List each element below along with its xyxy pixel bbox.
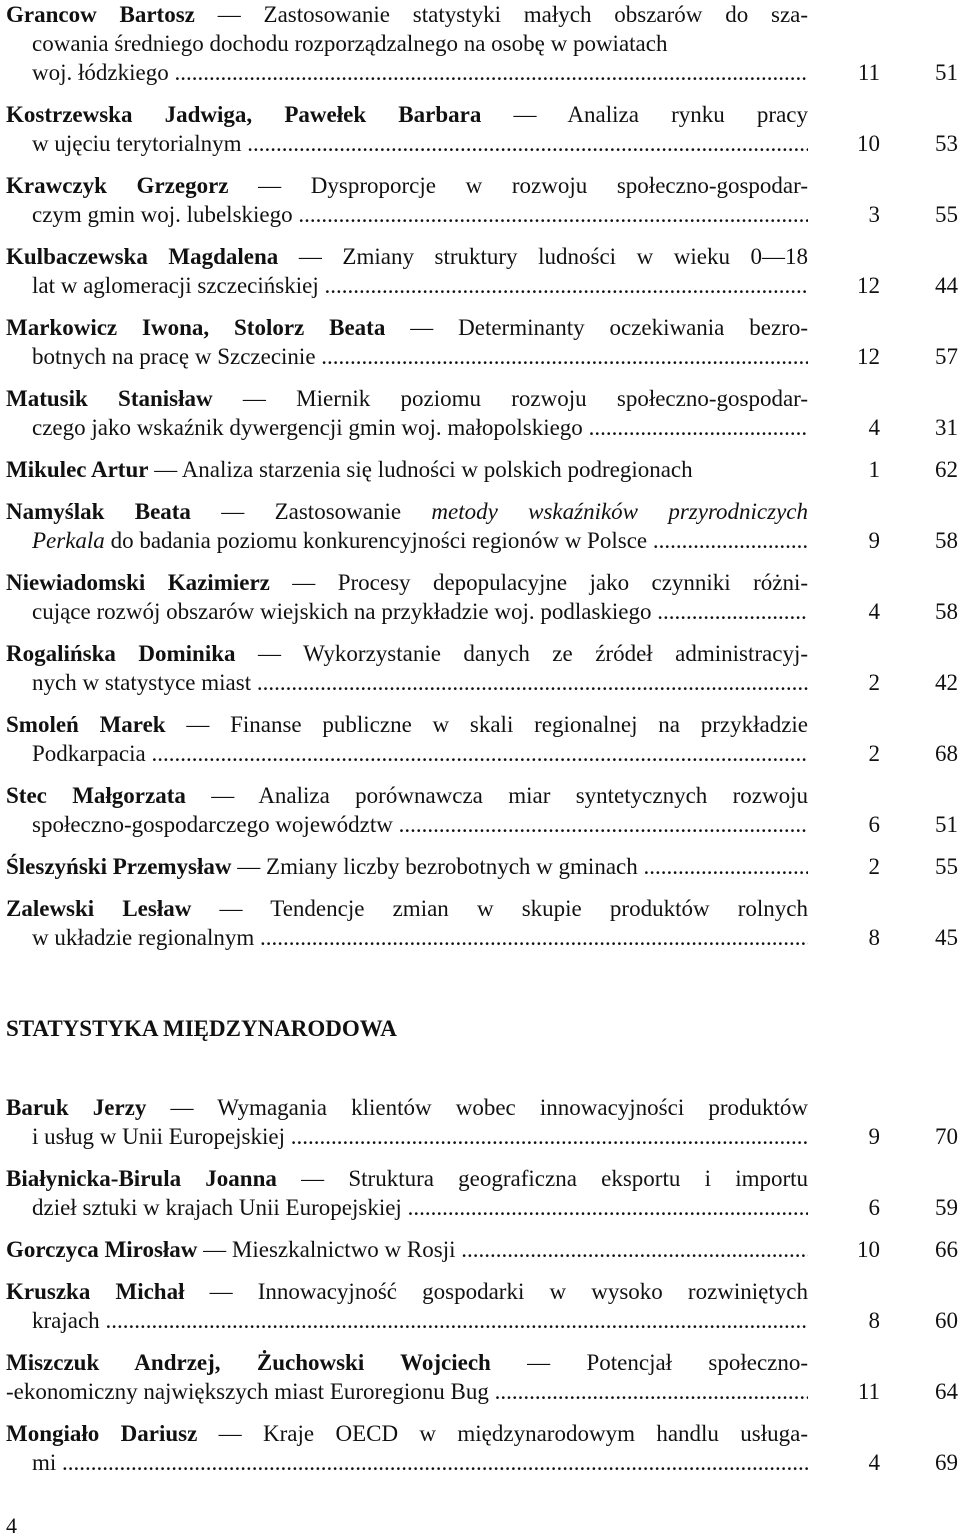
toc-entry-line: Gorczyca Mirosław — Mieszkalnictwo w Rosji ..... (6, 1235, 808, 1264)
toc-entry (0, 1419, 960, 1490)
toc-title-italic: metody wskaźników przyrodniczych (431, 499, 809, 524)
toc-title: Finanse publiczne w skali regionalnej na przykładzie (230, 712, 809, 737)
toc-author: Kulbaczewska Magdalena (6, 244, 279, 269)
toc-page: 53 (935, 131, 958, 156)
toc-number: 1 (868, 457, 880, 482)
toc-entry (0, 455, 960, 497)
toc-author: Białynicka-Birula Joanna (6, 1166, 277, 1191)
toc-author: Matusik Stanisław (6, 386, 213, 411)
toc-page: 59 (935, 1195, 958, 1220)
toc-number: 4 (868, 415, 880, 440)
toc-author: Śleszyński Przemysław (6, 854, 232, 879)
toc-title: Miernik poziomu rozwoju społeczno-gospodar- (296, 386, 809, 411)
toc-title: Mieszkalnictwo w Rosji (231, 1237, 456, 1262)
toc-author: Kruszka Michał (6, 1279, 185, 1304)
toc-title: Innowacyjność gospodarki w wysoko rozwiniętych (257, 1279, 808, 1304)
toc-author: Kostrzewska Jadwiga, Pawełek Barbara (6, 102, 482, 127)
toc-author: Gorczyca Mirosław (6, 1237, 198, 1262)
toc-title-cont: Podkarpacia (32, 741, 146, 766)
toc-entry-line: Stec Małgorzata — Analiza porównawcza miar syntetycznych rozwoju (6, 783, 808, 808)
toc-page: 58 (935, 599, 958, 624)
toc-title: Wymagania klientów wobec innowacyjności produktów (217, 1095, 808, 1120)
toc-entry-line: Kulbaczewska Magdalena — Zmiany struktury ludności w wieku 0—18 (6, 244, 809, 269)
toc-title: Struktura geograficzna eksportu i importu (348, 1166, 809, 1191)
toc-entry-line (32, 200, 808, 229)
toc-title-cont: w ujęciu terytorialnym (32, 131, 242, 156)
toc-entry-line: Matusik Stanisław — Miernik poziomu rozwoju społeczno-gospodar- (6, 386, 809, 411)
toc-title: Dysproporcje w rozwoju społeczno-gospodar- (310, 173, 809, 198)
toc-title: Analiza porównawcza miar syntetycznych rozwoju (258, 783, 808, 808)
toc-entry-line (32, 923, 808, 952)
toc-entry (0, 1164, 960, 1235)
toc-number: 2 (868, 854, 880, 879)
toc-title: Zastosowanie statystyki małych obszarów do sza- (263, 2, 809, 27)
toc-page: 66 (935, 1237, 958, 1262)
toc-entry-line (32, 668, 808, 697)
toc-author: Namyślak Beata (6, 499, 191, 524)
toc-number: 2 (868, 670, 880, 695)
toc-entry-line: Markowicz Iwona, Stolorz Beata — Determinanty oczekiwania bezro- (6, 315, 809, 340)
toc-entry (0, 0, 960, 100)
toc-entry-line (6, 1377, 808, 1406)
toc-entry-line: Krawczyk Grzegorz — Dysproporcje w rozwoju społeczno-gospodar- (6, 173, 809, 198)
toc-page: 44 (935, 273, 958, 298)
toc-number: 12 (857, 344, 880, 369)
toc-entry (0, 242, 960, 313)
toc-title: Tendencje zmian w skupie produktów rolnych (270, 896, 808, 921)
page-number: 4 (6, 1513, 17, 1538)
toc-page: 70 (935, 1124, 958, 1149)
toc-entry (0, 781, 960, 852)
toc-entry-line (32, 129, 808, 158)
toc-page: 69 (935, 1450, 958, 1475)
toc-title-cont: mi (32, 1450, 57, 1475)
toc-title-cont: botnych na pracę w Szczecinie (32, 344, 316, 369)
toc-entry-line (32, 526, 808, 555)
toc-title-cont: woj. łódzkiego (32, 60, 169, 85)
toc-entry-line: Mongiało Dariusz — Kraje OECD w międzynarodowym handlu usługa- (6, 1421, 808, 1446)
toc-author: Markowicz Iwona, Stolorz Beata (6, 315, 386, 340)
toc-entry-line: Mikulec Artur — Analiza starzenia się ludności w polskich podregionach (6, 457, 693, 482)
toc-title: Analiza starzenia się ludności w polskich podregionach (181, 457, 693, 482)
toc-title-cont: lat w aglomeracji szczecińskiej (32, 273, 319, 298)
toc-entry (0, 894, 960, 965)
toc-entry-line (32, 810, 808, 839)
toc-title: Zmiany struktury ludności w wieku 0—18 (342, 244, 809, 269)
toc-number: 3 (868, 202, 880, 227)
toc-title-cont: cujące rozwój obszarów wiejskich na przykładzie woj. podlaskiego (32, 599, 652, 624)
toc-entry (0, 1093, 960, 1164)
toc-number: 9 (868, 528, 880, 553)
toc-entry (0, 852, 960, 894)
toc-number: 10 (857, 1237, 880, 1262)
toc-entry-line: Kruszka Michał — Innowacyjność gospodarki w wysoko rozwiniętych (6, 1279, 808, 1304)
toc-entry-line (32, 413, 808, 442)
toc-entry-line (32, 1122, 808, 1151)
toc-entry (0, 384, 960, 455)
toc-title: Determinanty oczekiwania bezro- (458, 315, 809, 340)
toc-number: 11 (857, 1379, 880, 1404)
toc-author: Smoleń Marek (6, 712, 166, 737)
toc-number: 10 (857, 131, 880, 156)
toc-number: 6 (868, 812, 880, 837)
toc-title: Wykorzystanie danych ze źródeł administracyj- (303, 641, 808, 666)
toc-title: Kraje OECD w międzynarodowym handlu usługa- (263, 1421, 808, 1446)
toc-entry (0, 568, 960, 639)
toc-entry (0, 639, 960, 710)
toc-page: 57 (935, 344, 958, 369)
toc-number: 9 (868, 1124, 880, 1149)
toc-author: Baruk Jerzy (6, 1095, 147, 1120)
toc-title-cont: społeczno-gospodarczego województw (32, 812, 393, 837)
toc-entry (0, 497, 960, 568)
toc-title: Zastosowanie (274, 499, 402, 524)
toc-entry-line (32, 58, 808, 87)
toc-title-cont: nych w statystyce miast (32, 670, 252, 695)
toc-title: Analiza rynku pracy (567, 102, 809, 127)
toc-page: 68 (935, 741, 958, 766)
toc-author: Niewiadomski Kazimierz (6, 570, 270, 595)
toc-title: Procesy depopulacyjne jako czynniki różni- (337, 570, 809, 595)
toc-author: Stec Małgorzata (6, 783, 186, 808)
toc-number: 4 (868, 599, 880, 624)
toc-title-cont: do badania poziomu konkurencyjności regionów w Polsce (110, 528, 648, 553)
toc-title-cont: w układzie regionalnym (32, 925, 255, 950)
toc-entry-line: Rogalińska Dominika — Wykorzystanie danych ze źródeł administracyj- (6, 641, 808, 666)
toc-author: Grancow Bartosz (6, 2, 195, 27)
toc-entry-line: Śleszyński Przemysław — Zmiany liczby bezrobotnych w gminach ..... (6, 852, 808, 881)
toc-entry-line: Grancow Bartosz — Zastosowanie statystyki małych obszarów do sza- (6, 2, 809, 27)
toc-entry-line (32, 739, 808, 768)
toc-section-international (0, 1093, 960, 1490)
toc-page: 62 (935, 457, 958, 482)
toc-number: 11 (857, 60, 880, 85)
toc-number: 8 (868, 925, 880, 950)
toc-entry-line: Miszczuk Andrzej, Żuchowski Wojciech — Potencjał społeczno- (6, 1350, 809, 1375)
toc-entry-line: Zalewski Lesław — Tendencje zmian w skupie produktów rolnych (6, 896, 808, 921)
toc-entry (0, 171, 960, 242)
toc-number: 6 (868, 1195, 880, 1220)
toc-title-italic: Perkala (32, 528, 105, 553)
toc-page: 58 (935, 528, 958, 553)
toc-title-cont: dzieł sztuki w krajach Unii Europejskiej (32, 1195, 402, 1220)
toc-page: 64 (935, 1379, 958, 1404)
toc-entry-line (32, 271, 808, 300)
toc-page: 55 (935, 202, 958, 227)
toc-page: 31 (935, 415, 958, 440)
toc-title: Potencjał społeczno- (586, 1350, 809, 1375)
toc-number: 2 (868, 741, 880, 766)
toc-author: Zalewski Lesław (6, 896, 192, 921)
toc-title-cont: krajach (32, 1308, 100, 1333)
toc-entry (0, 313, 960, 384)
toc-number: 8 (868, 1308, 880, 1333)
toc-entry-line (32, 597, 808, 626)
toc-entry-line: Białynicka-Birula Joanna — Struktura geograficzna eksportu i importu (6, 1166, 809, 1191)
toc-author: Mongiało Dariusz (6, 1421, 198, 1446)
toc-page: 45 (935, 925, 958, 950)
toc-entry-line: Smoleń Marek — Finanse publiczne w skali regionalnej na przykładzie (6, 712, 809, 737)
toc-entry-line: Kostrzewska Jadwiga, Pawełek Barbara — Analiza rynku pracy (6, 102, 809, 127)
toc-entry-line (32, 1306, 808, 1335)
toc-title-cont: -ekonomiczny największych miast Euroregionu Bug (6, 1379, 489, 1404)
toc-title-cont: i usług w Unii Europejskiej (32, 1124, 285, 1149)
toc-entry (0, 1277, 960, 1348)
toc-entry-line (32, 1193, 808, 1222)
toc-entry-line (32, 342, 808, 371)
toc-entry (0, 710, 960, 781)
toc-page: 51 (935, 812, 958, 837)
toc-entry-line (32, 1448, 808, 1477)
toc-entry (0, 1348, 960, 1419)
toc-entry (0, 100, 960, 171)
toc-entry-line: Baruk Jerzy — Wymagania klientów wobec innowacyjności produktów (6, 1095, 808, 1120)
toc-title-cont: czego jako wskaźnik dywergencji gmin woj. małopolskiego (32, 415, 583, 440)
toc-author: Rogalińska Dominika (6, 641, 236, 666)
toc-entry-line: Namyślak Beata — Zastosowanie metody wskaźników przyrodniczych (6, 499, 809, 524)
toc-title: Zmiany liczby bezrobotnych w gminach (266, 854, 638, 879)
toc-page: 51 (935, 60, 958, 85)
toc-author: Krawczyk Grzegorz (6, 173, 229, 198)
section-heading: STATYSTYKA MIĘDZYNARODOWA (6, 1016, 397, 1041)
toc-page: 60 (935, 1308, 958, 1333)
toc-number: 12 (857, 273, 880, 298)
toc-page: 55 (935, 854, 958, 879)
toc-entry-line: cowania średniego dochodu rozporządzalnego na osobę w powiatach (32, 31, 668, 56)
toc-entry-line: Niewiadomski Kazimierz — Procesy depopulacyjne jako czynniki różni- (6, 570, 809, 595)
toc-page: 42 (935, 670, 958, 695)
toc-title-cont: czym gmin woj. lubelskiego (32, 202, 293, 227)
toc-author: Miszczuk Andrzej, Żuchowski Wojciech (6, 1350, 491, 1375)
toc-number: 4 (868, 1450, 880, 1475)
toc-author: Mikulec Artur (6, 457, 149, 482)
toc-entry (0, 1235, 960, 1277)
